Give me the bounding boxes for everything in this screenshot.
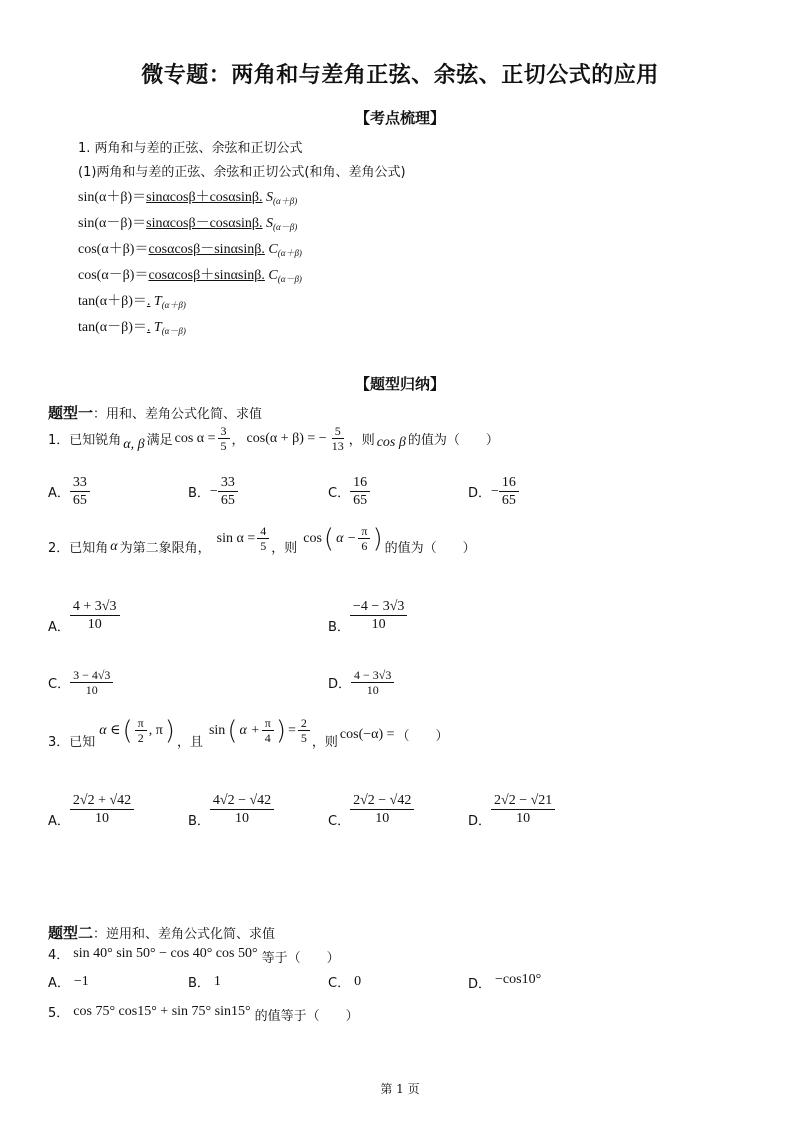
q2-alpha: α (110, 538, 118, 554)
option-value: −1 (73, 973, 89, 989)
formula-end: . (259, 190, 263, 205)
formula-sin-sum (78, 186, 297, 207)
q4-ask: 等于（ ） (261, 951, 340, 966)
option-fraction (218, 474, 238, 509)
q2-then: ，则 (271, 541, 298, 556)
q3-option-b[interactable] (188, 792, 274, 827)
q2-ask: 的值为（ ） (384, 541, 476, 556)
formula-lhs: cos(α－β)＝ (78, 268, 149, 283)
page-footer: 第 1 页 (380, 1082, 420, 1096)
denominator: 65 (501, 493, 516, 508)
q1-vars: α, β (123, 436, 145, 452)
option-value: 0 (354, 973, 362, 989)
denominator: 5 (260, 539, 267, 553)
denominator: 4 (264, 731, 271, 745)
q3-alpha-in: α ∈ (99, 723, 121, 738)
option-sign: − (491, 483, 499, 499)
option-fraction (351, 668, 394, 697)
option-label: A． (48, 814, 70, 829)
q2-fraction (257, 524, 269, 553)
option-value: 1 (213, 973, 221, 989)
option-fraction (70, 668, 113, 697)
numerator: 2√2 − √42 (350, 792, 414, 810)
q2-pi-fraction (358, 524, 370, 553)
q3-and: ，且 (176, 735, 203, 750)
option-fraction (210, 792, 274, 827)
formula-lhs: cos(α＋β)＝ (78, 242, 149, 257)
numerator: 16 (350, 474, 370, 492)
left-paren: ( (122, 715, 133, 746)
formula-lhs: tan(α－β)＝ (78, 320, 147, 335)
denominator: 10 (366, 683, 379, 697)
formula-sin-diff (78, 212, 297, 233)
numerator: 33 (218, 474, 238, 492)
q2-option-c[interactable] (48, 668, 113, 697)
q3-then: ，则 (311, 735, 338, 750)
q5-ask: 的值等于（ ） (254, 1009, 359, 1024)
option-label: D． (468, 486, 492, 501)
denominator: 5 (300, 731, 307, 745)
formula-tag: C (268, 268, 278, 283)
formula-sub: (α＋β) (161, 300, 186, 310)
denominator: 65 (220, 493, 235, 508)
option-value: −cos10° (495, 971, 542, 987)
question-2 (48, 523, 476, 556)
option-label: A． (48, 620, 70, 635)
formula-tag: S (266, 216, 274, 231)
review-subheading-2: (1)两角和与差的正弦、余弦和正切公式(和角、差角公式) (78, 165, 406, 180)
q5-expression: cos 75° cos15° + sin 75° sin15° (73, 1003, 251, 1019)
formula-rhs: sinαcosβ＋cosαsinβ (146, 190, 260, 205)
q1-number: 1．已知锐角 (48, 433, 122, 448)
numerator: 4 + 3√3 (70, 598, 120, 616)
option-sign: − (209, 483, 218, 499)
q1-cos-sum: cos(α + β) = − (246, 430, 327, 446)
numerator: 16 (499, 474, 519, 492)
option-label: C． (328, 976, 351, 991)
q3-option-a[interactable] (48, 792, 134, 827)
q2-number: 2．已知角 (48, 541, 109, 556)
formula-rhs: cosαcosβ＋sinαsinβ (148, 268, 262, 283)
formula-lhs: sin(α＋β)＝ (78, 190, 147, 205)
numerator: π (358, 524, 370, 539)
option-fraction (350, 474, 370, 509)
option-label: B． (188, 976, 210, 991)
numerator: 2√2 + √42 (70, 792, 134, 810)
formula-tag: T (153, 320, 162, 335)
question-3 (48, 715, 449, 750)
formula-rhs: . (146, 294, 151, 309)
denominator: 10 (371, 617, 386, 632)
q1-fraction-1 (218, 424, 230, 453)
option-label: B． (188, 486, 210, 501)
q2-option-a[interactable] (48, 598, 120, 633)
page-title: 微专题：两角和与差角正弦、余弦、正切公式的应用 (141, 63, 659, 88)
formula-end: . (261, 242, 265, 257)
option-label: D． (328, 677, 352, 692)
numerator: 5 (332, 424, 344, 439)
q1-cos-beta: cos β (376, 434, 406, 450)
q3-inner: α + (239, 722, 260, 738)
denominator: 10 (516, 811, 531, 826)
right-paren: ) (372, 523, 383, 554)
q1-cos-alpha: cos α = (174, 430, 216, 446)
numerator: 2√2 − √21 (491, 792, 555, 810)
q3-fraction (298, 716, 310, 745)
formula-tag: C (268, 242, 278, 257)
type2-label: 题型二 (48, 924, 94, 942)
formula-tan-sum (78, 290, 186, 311)
numerator: 3 − 4√3 (70, 668, 113, 683)
q1-mid: 满足 (146, 433, 173, 448)
option-fraction (70, 792, 134, 827)
q1-then: ，则 (348, 433, 375, 448)
formula-cos-diff (78, 264, 302, 285)
review-subheading-1: 1. 两角和与差的正弦、余弦和正切公式 (78, 141, 303, 156)
q2-inner: α − (336, 530, 357, 546)
q1-comma: ， (231, 433, 245, 448)
type2-heading (48, 922, 275, 943)
q4-option-c[interactable] (328, 972, 361, 991)
section-types-heading: 【题型归纳】 (354, 375, 445, 393)
right-paren: ) (164, 715, 175, 746)
section-review-heading: 【考点梳理】 (354, 109, 445, 127)
q4-number: 4． (48, 948, 70, 963)
option-fraction (350, 792, 414, 827)
denominator: 10 (87, 617, 102, 632)
formula-tag: T (153, 294, 162, 309)
denominator: 10 (375, 811, 390, 826)
numerator: 2 (298, 716, 310, 731)
q1-option-b[interactable] (188, 474, 238, 509)
left-paren: ( (227, 715, 238, 746)
numerator: π (262, 716, 274, 731)
formula-rhs: sinαcosβ－cosαsinβ (146, 216, 260, 231)
option-label: B． (188, 814, 210, 829)
numerator: 4 (257, 524, 269, 539)
q1-fraction-2 (329, 424, 347, 453)
q3-pi-quarter (262, 716, 274, 745)
option-label: D． (468, 814, 492, 829)
q2-option-d[interactable] (328, 668, 394, 697)
q4-expression: sin 40° sin 50° − cos 40° cos 50° (73, 945, 258, 961)
type1-label: 题型一 (48, 404, 94, 422)
formula-cos-sum (78, 238, 302, 259)
option-fraction (499, 474, 519, 509)
denominator: 65 (353, 493, 368, 508)
q2-sin-alpha: sin α = (216, 530, 256, 546)
numerator: −4 − 3√3 (350, 598, 407, 616)
q2-mid: 为第二象限角， (119, 541, 211, 556)
numerator: 3 (218, 424, 230, 439)
numerator: 4√2 − √42 (210, 792, 274, 810)
option-label: C． (48, 677, 71, 692)
formula-tag: S (266, 190, 274, 205)
formula-sub: (α＋β) (277, 248, 302, 258)
q5-number: 5． (48, 1006, 70, 1021)
q3-pi-end: , π (148, 722, 163, 738)
q4-option-d[interactable] (468, 970, 542, 992)
formula-end: . (259, 216, 263, 231)
q3-eq: = (287, 722, 296, 738)
left-paren: ( (323, 523, 335, 554)
q1-ask: 的值为（ ） (407, 433, 499, 448)
q3-pi-half (135, 716, 147, 745)
question-1 (48, 424, 499, 453)
formula-tan-diff (78, 316, 186, 337)
option-label: A． (48, 976, 70, 991)
q1-option-d[interactable] (468, 474, 519, 509)
q2-cos: cos (303, 530, 322, 546)
type1-heading (48, 402, 262, 423)
formula-sub: (α－β) (277, 274, 302, 284)
q3-option-d[interactable] (468, 792, 555, 827)
option-label: A． (48, 486, 70, 501)
q4-option-a[interactable] (48, 972, 89, 991)
denominator: 10 (95, 811, 110, 826)
option-label: C． (328, 814, 351, 829)
type2-text: ：逆用和、差角公式化简、求值 (93, 927, 276, 942)
denominator: 65 (72, 493, 87, 508)
formula-lhs: tan(α＋β)＝ (78, 294, 147, 309)
q1-option-a[interactable] (48, 474, 90, 509)
denominator: 5 (220, 439, 227, 453)
formula-rhs: . (146, 320, 151, 335)
question-5 (48, 1002, 359, 1024)
numerator: π (135, 716, 147, 731)
q3-cos-neg: cos(−α) = (339, 726, 395, 742)
denominator: 13 (331, 439, 344, 453)
type1-text: ：用和、差角公式化简、求值 (93, 407, 263, 422)
option-fraction (70, 474, 90, 509)
denominator: 10 (85, 683, 98, 697)
formula-sub: (α＋β) (273, 196, 298, 206)
denominator: 10 (235, 811, 250, 826)
option-fraction (491, 792, 555, 827)
formula-end: . (261, 268, 265, 283)
q1-option-c[interactable] (328, 474, 370, 509)
formula-lhs: sin(α－β)＝ (78, 216, 147, 231)
option-label: C． (328, 486, 351, 501)
q3-sin: sin (208, 722, 226, 738)
numerator: 33 (70, 474, 90, 492)
formula-sub: (α－β) (273, 222, 298, 232)
q3-ask: （ ） (396, 729, 449, 744)
option-fraction (70, 598, 120, 633)
option-label: D． (468, 977, 492, 992)
formula-rhs: cosαcosβ－sinαsinβ (148, 242, 262, 257)
option-label: B． (328, 620, 350, 635)
question-4 (48, 944, 340, 966)
q3-option-c[interactable] (328, 792, 414, 827)
denominator: 6 (361, 539, 368, 553)
option-fraction (350, 598, 407, 633)
right-paren: ) (275, 715, 286, 746)
formula-sub: (α－β) (161, 326, 186, 336)
denominator: 2 (137, 731, 144, 745)
q3-number: 3．已知 (48, 735, 96, 750)
q2-option-b[interactable] (328, 598, 407, 633)
numerator: 4 − 3√3 (351, 668, 394, 683)
q4-option-b[interactable] (188, 972, 221, 991)
